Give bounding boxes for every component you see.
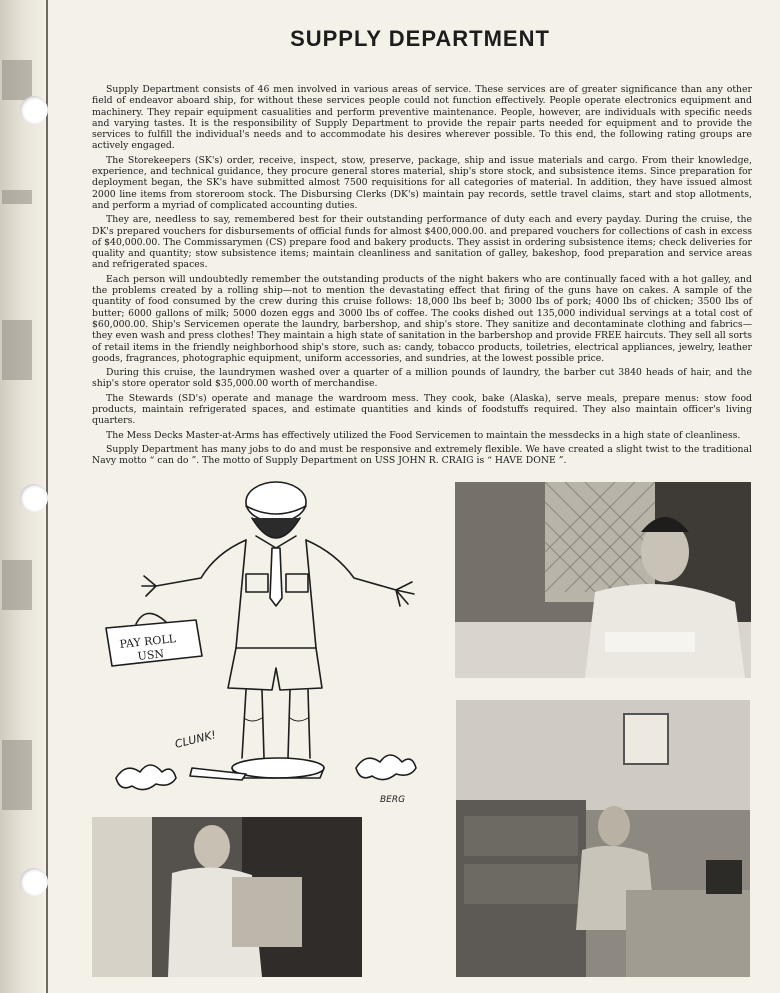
binder-hole [20,868,48,896]
paragraph: During this cruise, the laundrymen washed over a quarter of a million pounds of laundry, the barber cut 3840 heads of hair, and the ship's store operator sold $35,000.00 worth of merchandise. [92,367,752,390]
paragraph: Each person will undoubtedly remember the outstanding products of the night bakers who are continually faced with a hot galley, and the problems created by a rolling ship—not to mention the devastating effect that firing of the guns have on cakes. A sample of the quantity of food consumed by the crew during this cruise follows: 18,000 lbs beef b; 3000 lbs of pork; 4000 lbs of chicken; 3500 lbs of butter; 6000 gallons of milk; 5000 dozen eggs and 3000 lbs of coffee. The cooks dished out 135,000 individual servings at a total cost of $60,000.00. Ship's Servicemen operate the laundry, barbershop, and ship's store. They sanitize and decontaminate clothing and fabrics—they even wash and press clothes! They maintain a high state of sanitation in the barbershop and provide FREE haircuts. They sell all sorts of retail items in the friendly neighborhood ship's store, such as: candy, tobacco products, toiletries, electrical appliances, jewelry, leather goods, fragrances, photographic equipment, uniform accessories, and sundries, at the lowest possible price. [92,273,752,364]
sound-effect: CLUNK! [173,728,218,751]
paragraph: Supply Department has many jobs to do and must be responsive and extremely flexible. We have created a slight twist to the traditional Navy motto “ can do ”. The motto of Supply Department on USS JOHN R. CRAIG is “ HAVE DONE ”. [92,443,752,467]
page-title: SUPPLY DEPARTMENT [290,26,550,51]
paragraph: The Stewards (SD's) operate and manage the wardroom mess. They cook, bake (Alaska), serve meals, prepare menus: stow food products, maintain refrigerated spaces, and estimate quantities and kinds of foodstuffs required. They also maintain officer's living quarters. [92,392,752,427]
paragraph: The Storekeepers (SK's) order, receive, inspect, stow, preserve, package, ship and issue materials and cargo. From their knowledge, experience, and technical guidance, they procure general stores material, ship's store stock, and subsistence items. Since preparation for deployment began, the SK's have submitted almost 7500 requisitions for all categories of material. In addition, they have issued almost 2000 line items from storeroom stock. The Disbursing Clerks (DK's) maintain pay records, settle travel claims, start and stop allotments, and perform a myriad of complicated accounting duties. [92,154,752,211]
cartoon-illustration [96,478,436,808]
paragraph: Supply Department consists of 46 men involved in various areas of service. These services are of greater significance than any other field of endeavor aboard ship, for without these services people could not function effectively. People operate electronics equipment and machinery. They repair equipment casualities and perform preventive maintenance. People, however, are individuals with specific needs and varying tastes. It is the responsibility of Supply Department to provide the repair parts needed for equipment and to provide the services to fulfill the individual's needs and to accommodate his desires wherever possible. To this end, the following rating groups are actively engaged. [92,84,752,152]
paragraph: They are, needless to say, remembered best for their outstanding performance of duty each and every payday. During the cruise, the DK's prepared vouchers for disbursements of official funds for almost $400,000.00. and prepared vouchers for collections of cash in excess of $40,000.00. The Commissarymen (CS) prepare food and bakery products. They assist in ordering subsistence items; check deliveries for quality and quantity; stow subsistence items; maintain cleanliness and sanitation of galley, bakeshop, food preparation and service areas and refrigerated spaces. [92,214,752,271]
paragraph: The Mess Decks Master-at-Arms has effectively utilized the Food Servicemen to maintain the messdecks in a high state of cleanliness. [106,429,741,441]
photo-disbursing-clerk [455,482,751,678]
photo-storekeeper [456,700,750,977]
bag-label: PAY ROLL [118,632,177,651]
bag-label: USN [136,647,165,663]
artist-signature: BERG [380,795,406,805]
binder-hole [20,96,48,124]
binder-hole [20,484,48,512]
body-text [92,84,752,470]
photo-commissaryman [92,817,362,977]
